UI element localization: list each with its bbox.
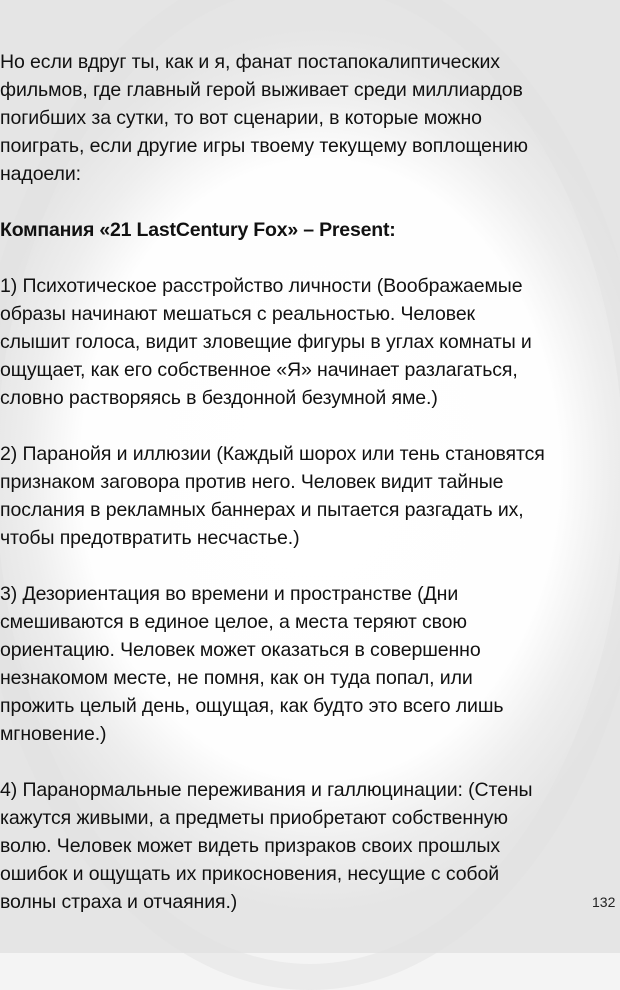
paragraph-gap — [0, 188, 620, 216]
text-line: надоели: — [0, 163, 81, 185]
text-line: чтобы предотвратить несчастье.) — [0, 527, 300, 549]
text-line: слышит голоса, видит зловещие фигуры в углах комнаты и — [0, 331, 532, 353]
text-line: словно растворяясь в бездонной безумной яме.) — [0, 387, 438, 409]
list-item-1 — [0, 272, 620, 412]
paragraph-gap — [0, 412, 620, 440]
text-line: 4) Паранормальные переживания и галлюцинации: (Стены — [0, 779, 533, 801]
text-line: 1) Психотическое расстройство личности (Воображаемые — [0, 275, 523, 297]
text-line: послания в рекламных баннерах и пытается разгадать их, — [0, 499, 524, 521]
text-line: ощущает, как его собственное «Я» начинает разлагаться, — [0, 359, 518, 381]
text-line: 2) Паранойя и иллюзии (Каждый шорох или тень становятся — [0, 443, 545, 465]
paragraph-gap — [0, 244, 620, 272]
text-line: прожить целый день, ощущая, как будто это всего лишь — [0, 695, 504, 717]
document-page — [0, 48, 620, 916]
text-line: волю. Человек может видеть призраков своих прошлых — [0, 835, 501, 857]
text-line: незнакомом месте, не помня, как он туда попал, или — [0, 667, 473, 689]
list-item-2 — [0, 440, 620, 552]
paragraph-gap — [0, 552, 620, 580]
paragraph-gap — [0, 748, 620, 776]
text-line: поиграть, если другие игры твоему текущему воплощению — [0, 135, 528, 157]
text-line: кажутся живыми, а предметы приобретают собственную — [0, 807, 508, 829]
text-line: смешиваются в единое целое, а места теряют свою — [0, 611, 467, 633]
text-line: погибших за сутки, то вот сценарии, в которые можно — [0, 107, 482, 129]
text-line: образы начинают мешаться с реальностью. Человек — [0, 303, 475, 325]
text-line: признаком заговора против него. Человек видит тайные — [0, 471, 504, 493]
text-line: фильмов, где главный герой выживает среди миллиардов — [0, 79, 523, 101]
intro-paragraph — [0, 48, 620, 188]
section-heading: Компания «21 LastCentury Fox» – Present: — [0, 219, 396, 241]
text-line: волны страха и отчаяния.) — [0, 891, 238, 913]
text-line: Но если вдруг ты, как и я, фанат постапокалиптических — [0, 51, 500, 73]
text-line: ориентацию. Человек может оказаться в совершенно — [0, 639, 481, 661]
list-item-4 — [0, 776, 620, 916]
text-line: 3) Дезориентация во времени и пространстве (Дни — [0, 583, 459, 605]
page-number: 132 — [592, 894, 616, 910]
text-line: ошибок и ощущать их прикосновения, несущие с собой — [0, 863, 500, 885]
text-line: мгновение.) — [0, 723, 107, 745]
list-item-3 — [0, 580, 620, 748]
